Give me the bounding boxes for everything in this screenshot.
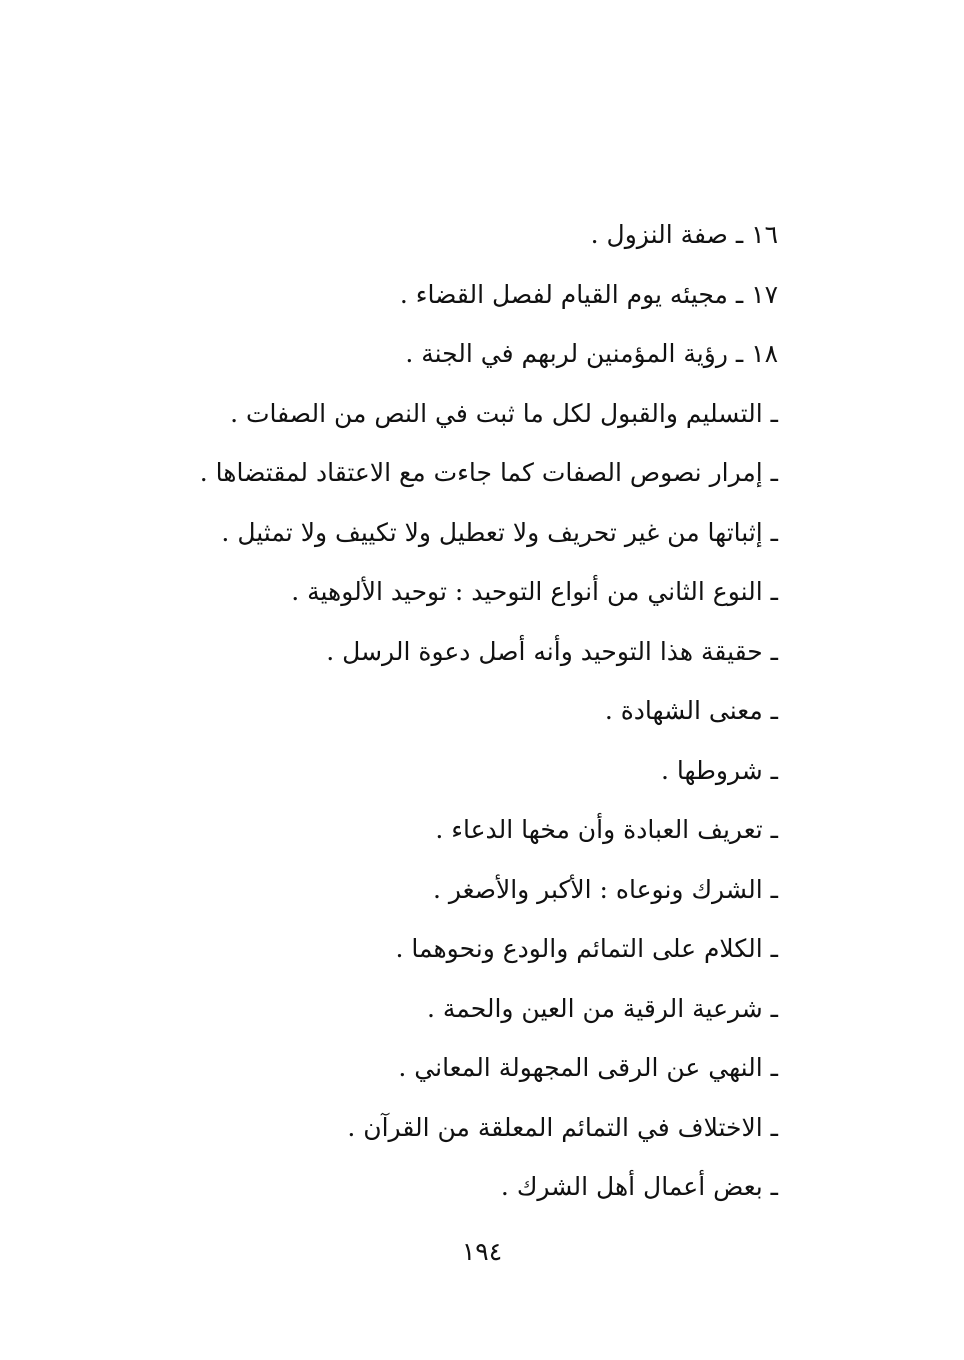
list-item: ـ تعريف العبادة وأن مخها الدعاء .: [435, 815, 778, 844]
list-item: ـ بعض أعمال أهل الشرك .: [500, 1172, 778, 1201]
list-item: ـ شروطها .: [660, 755, 778, 785]
list-item: ـ شرعية الرقية من العين والحمة .: [426, 993, 778, 1023]
list-item: ـ الاختلاف في التمائم المعلقة من القرآن .: [347, 1112, 778, 1142]
list-item: ـ النوع الثاني من أنواع التوحيد : توحيد الألوهية .: [291, 577, 778, 606]
page-number: ١٩٤: [461, 1237, 503, 1266]
list-item: ١٦ ـ صفة النزول .: [590, 220, 778, 249]
list-item: ـ معنى الشهادة .: [604, 696, 778, 725]
list-item: ـ الكلام على التمائم والودع ونحوهما .: [395, 934, 778, 963]
list-item: ١٧ ـ مجيئه يوم القيام لفصل القضاء .: [399, 279, 778, 309]
list-item: ـ حقيقة هذا التوحيد وأنه أصل دعوة الرسل .: [326, 636, 778, 666]
contents-list: [158, 205, 778, 1217]
list-item: ١٨ ـ رؤية المؤمنين لربهم في الجنة .: [405, 339, 778, 368]
list-item: ـ النهي عن الرقى المجهولة المعاني .: [398, 1053, 778, 1082]
list-item: ـ إثباتها من غير تحريف ولا تعطيل ولا تكييف ولا تمثيل .: [221, 517, 778, 547]
list-item: ـ الشرك ونوعاه : الأكبر والأصغر .: [432, 874, 778, 904]
list-item: ـ التسليم والقبول لكل ما ثبت في النص من الصفات .: [230, 398, 778, 428]
list-item: ـ إمرار نصوص الصفات كما جاءت مع الاعتقاد لمقتضاها .: [199, 458, 778, 487]
